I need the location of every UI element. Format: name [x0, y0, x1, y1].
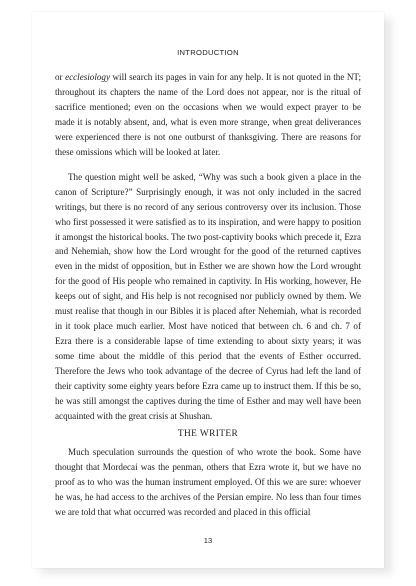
- page-number: 13: [203, 536, 213, 545]
- paragraph: Much speculation surrounds the question of who wrote the book. Some have thought that Mordecai was the penman, others that Ezra wrote it, but we have no proof as to who was the human instrument employed. Of this we are sure: whoever he was, he had access to the archives of the Persian empire. No less than four times we are told that what occurred was recorded and placed in this official: [55, 446, 361, 517]
- section-heading: THE WRITER: [177, 428, 239, 439]
- paragraph-text: will search its pages in vain for any help. It is not quoted in the NT; throughout its chapters the name of the Lord does not appear, nor is the ritual of sacrifice mentioned; even on the occasions when we would expect prayer to be made it is notably absent, and, what is even more strange, when great deliverances were experienced there is not one outburst of thanksgiving. There are reasons for these omissions which will be looked at later.: [55, 72, 361, 157]
- italic-term: ecclesiology: [65, 72, 111, 82]
- running-head: INTRODUCTION: [177, 48, 239, 57]
- paragraph-text: or: [55, 72, 66, 82]
- book-page: [32, 12, 384, 568]
- paragraph: The question might well be asked, “Why was such a book given a place in the canon of Scripture?” Surprisingly enough, it was not only included in the sacred writings, but there is no record of any serious controversy over its inclusion. Those who first possessed it were satisfied as to its inspiration, and were happy to position it amongst the historical books. The two post-captivity books which precede it, Ezra and Nehemiah, show how the Lord wrought for the good of the returned captives even in the midst of opposition, but in Esther we are shown how the Lord wrought for the good of His people who remained in captivity. In His working, however, He keeps out of sight, and His help is not recognised nor publicly owned by them. We must realise that though in our Bibles it is placed after Nehemiah, what is recorded in it took place much earlier. Most have noticed that between ch. 6 and ch. 7 of Ezra there is a considerable lapse of time extending to about sixty years; it was some time about the middle of this period that the events of Esther occurred. Therefore the Jews who took advantage of the decree of Cyrus had left the land of their captivity some eighty years before Ezra came up to instruct them. If this be so, he was still amongst the captives during the time of Esther and may well have been acquainted with the great crisis at Shushan.: [55, 171, 361, 421]
- body-text: [55, 70, 361, 520]
- paragraph-continuation: [55, 70, 361, 160]
